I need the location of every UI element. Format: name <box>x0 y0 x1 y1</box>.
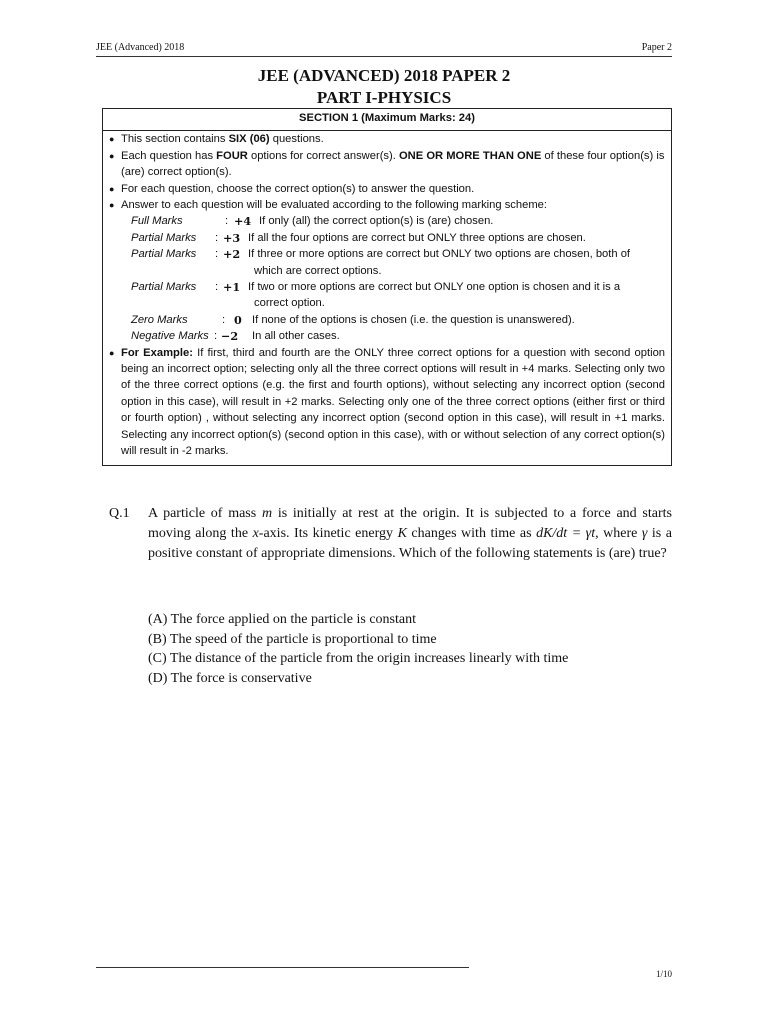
scheme-text: If only (all) the correct option(s) is (are) chosen. <box>259 215 494 228</box>
scheme-row: Negative Marks : −2 In all other cases. <box>131 329 340 344</box>
scheme-row: Partial Marks : +3 If all the four options are correct but ONLY three options are chosen. <box>131 230 586 245</box>
question-number: Q.1 <box>109 506 130 521</box>
instructions-box <box>102 108 672 466</box>
scheme-label: Full Marks <box>131 215 183 228</box>
header-rule <box>96 56 672 57</box>
part-title: PART I-PHYSICS <box>316 88 452 107</box>
scheme-text-cont: which are correct options. <box>254 264 382 277</box>
rate-formula: dK/dt = γt <box>536 526 596 541</box>
option-d[interactable]: (D) The force is conservative <box>148 670 312 686</box>
scheme-label: Negative Marks <box>131 330 209 343</box>
scheme-text: If none of the options is chosen (i.e. the question is unanswered). <box>252 313 575 326</box>
option-b[interactable]: (B) The speed of the particle is proportional to time <box>148 631 437 647</box>
scheme-value: +2 <box>223 247 241 262</box>
answer-options <box>148 610 568 688</box>
scheme-label: Zero Marks <box>131 313 188 326</box>
scheme-row: Partial Marks : +2 If three or more options are correct but ONLY two options are chosen, both of <box>131 247 631 262</box>
scheme-label: Partial Marks <box>131 248 197 261</box>
section-title: SECTION 1 (Maximum Marks: 24) <box>103 109 671 131</box>
instruction-bullet: ● Each question has FOUR options for correct answer(s). ONE OR MORE THAN ONE of these four option(s) is (are) correct option(s). <box>103 148 671 181</box>
scheme-row: Partial Marks : +1 If two or more options are correct but ONLY one option is chosen and it is a <box>131 280 621 295</box>
scheme-row: Full Marks : +4 If only (all) the correct option(s) is (are) chosen. <box>131 214 494 229</box>
scheme-text-cont: correct option. <box>254 297 325 310</box>
scheme-text: If all the four options are correct but ONLY three options are chosen. <box>248 231 586 244</box>
page-header-right: Paper 2 <box>641 42 672 53</box>
instruction-bullet: ● This section contains SIX (06) questions. <box>103 131 671 147</box>
scheme-value: +3 <box>223 230 241 245</box>
scheme-value: −2 <box>221 329 239 344</box>
footer-rule <box>96 967 469 968</box>
question-text: A particle of mass m is initially at rest at the origin. It is subjected to a force and starts moving along the x-axis. Its kinetic energy K changes with time as dK/dt = γt, where γ is a positive constant of appropriate dimensions. Which of the following statements is (are) true? <box>148 506 672 561</box>
instruction-bullet: ● For each question, choose the correct option(s) to answer the question. <box>103 181 671 197</box>
instruction-bullet: ● Answer to each question will be evaluated according to the following marking scheme: <box>103 197 671 213</box>
option-a[interactable]: (A) The force applied on the particle is constant <box>148 612 416 627</box>
scheme-value: 0 <box>234 312 242 327</box>
paper-title: JEE (ADVANCED) 2018 PAPER 2 <box>257 66 511 85</box>
scheme-label: Partial Marks <box>131 231 197 244</box>
scheme-row: Zero Marks : 0 If none of the options is chosen (i.e. the question is unanswered). <box>131 312 575 327</box>
example-bullet: ● For Example: If first, third and fourth are the ONLY three correct options for a question with second option being an incorrect option; selecting only all the three correct options will result in +4 marks. Selecting only two of the three correct options (e.g. the first and fourth options), without selecting any incorrect option (second option in this case), will result in +2 marks. Selecting only one of the three correct options (either first or third or fourth option) , without selecting any incorrect option (second option in this case), will result in +1 marks. Selecting any incorrect option(s) (second option in this case), with or without selection of any correct option(s) will result in -2 marks. <box>103 345 671 460</box>
scheme-text: If three or more options are correct but ONLY two options are chosen, both of <box>248 248 631 261</box>
option-c[interactable]: (C) The distance of the particle from the origin increases linearly with time <box>148 651 569 666</box>
scheme-value: +1 <box>223 280 241 295</box>
page-header-left: JEE (Advanced) 2018 <box>96 42 185 53</box>
scheme-label: Partial Marks <box>131 281 197 294</box>
scheme-text: If two or more options are correct but ONLY one option is chosen and it is a <box>248 281 621 294</box>
scheme-value: +4 <box>234 214 252 229</box>
page-number: 1/10 <box>655 969 672 979</box>
marking-scheme <box>103 213 671 344</box>
scheme-text: In all other cases. <box>252 330 340 343</box>
